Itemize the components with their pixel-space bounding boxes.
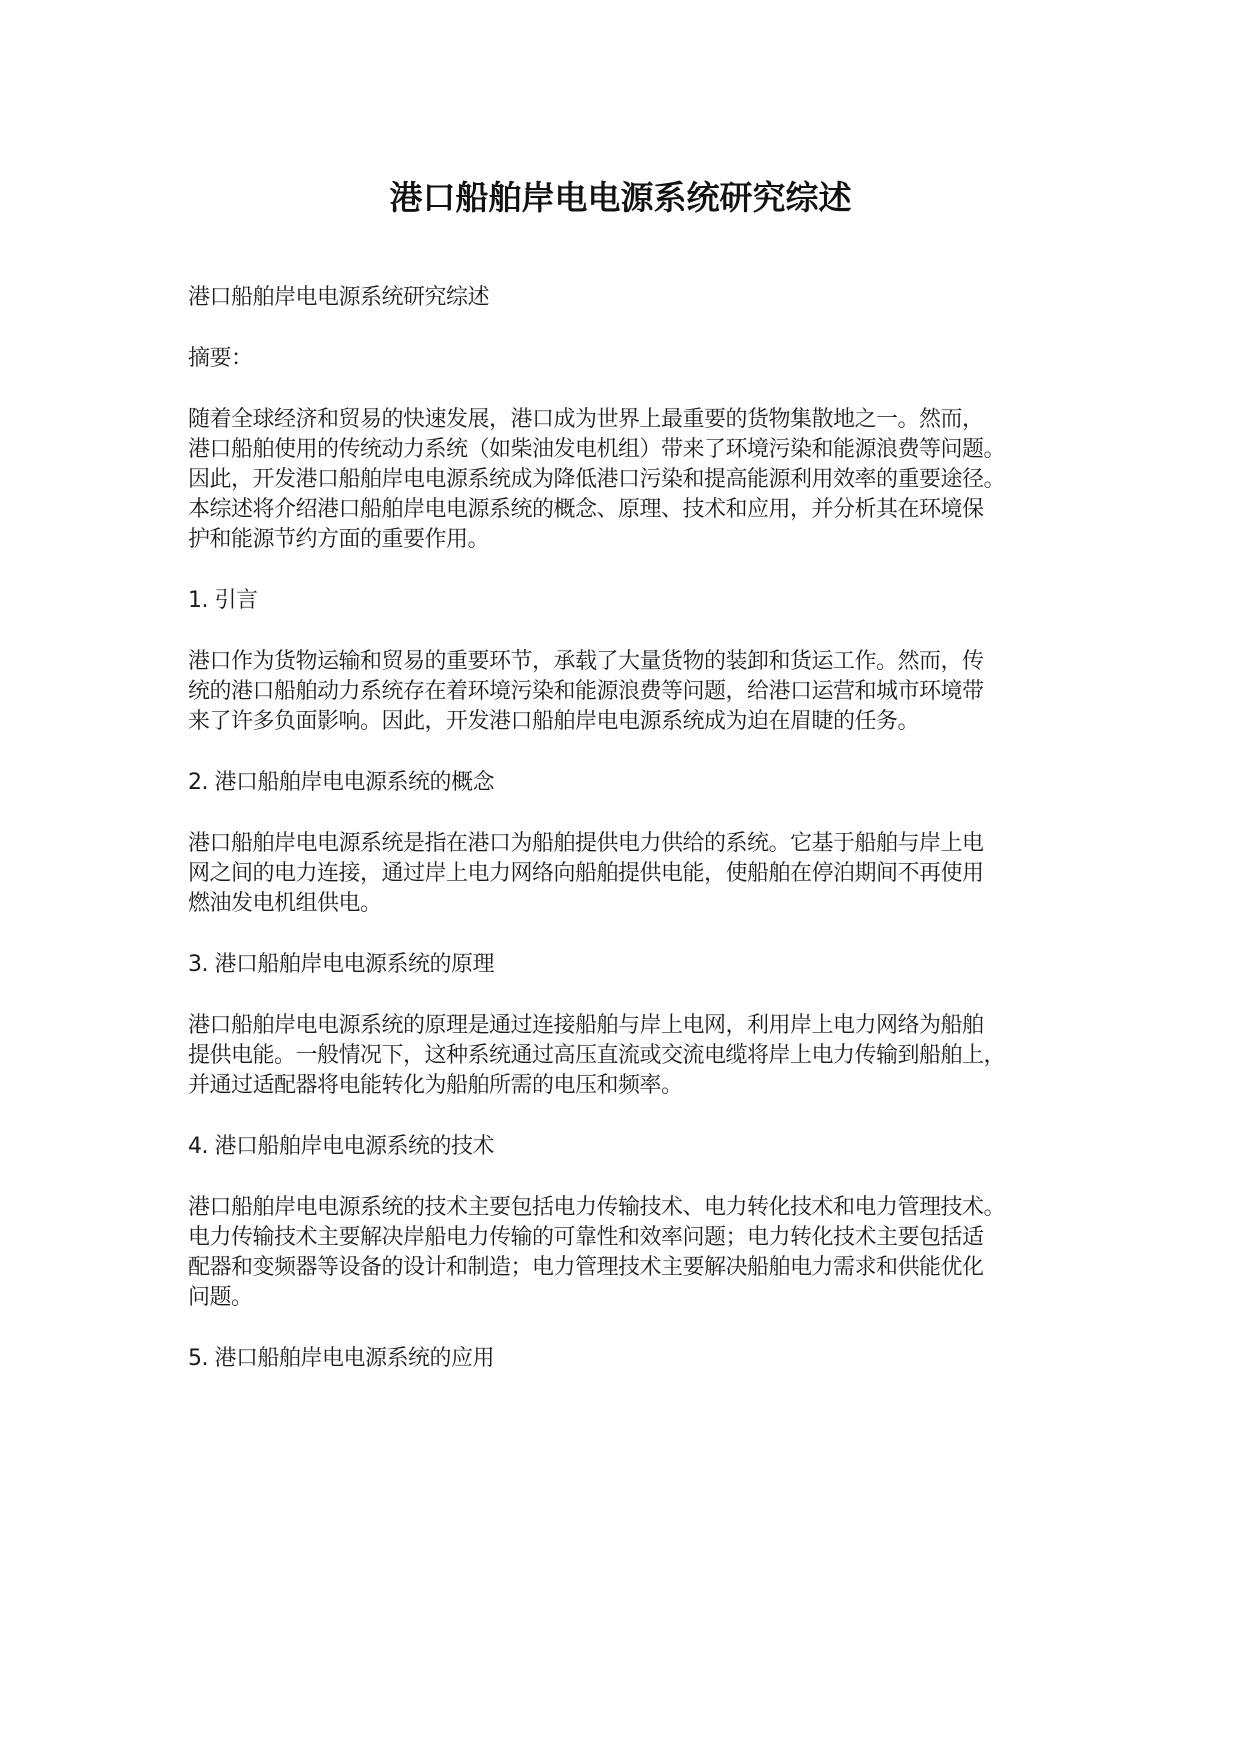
section-paragraph-principle xyxy=(188,1011,1078,1101)
paragraph-line: 统的港口船舶动力系统存在着环境污染和能源浪费等问题，给港口运营和城市环境带 xyxy=(188,679,984,704)
abstract-line: 因此，开发港口船舶岸电电源系统成为降低港口污染和提高能源利用效率的重要途径。 xyxy=(188,467,1006,492)
section-heading-introduction: 1. 引言 xyxy=(188,588,258,613)
abstract-label: 摘要： xyxy=(188,346,253,371)
document-title: 港口船舶岸电电源系统研究综述 xyxy=(389,178,852,217)
abstract-line: 随着全球经济和贸易的快速发展，港口成为世界上最重要的货物集散地之一。然而， xyxy=(188,407,984,432)
abstract-line: 本综述将介绍港口船舶岸电电源系统的概念、原理、技术和应用，并分析其在环境保 xyxy=(188,497,984,522)
section-heading-technology: 4. 港口船舶岸电电源系统的技术 xyxy=(188,1134,494,1159)
section-heading-principle: 3. 港口船舶岸电电源系统的原理 xyxy=(188,952,494,977)
paragraph-line: 并通过适配器将电能转化为船舶所需的电压和频率。 xyxy=(188,1073,683,1098)
paragraph-line: 港口作为货物运输和贸易的重要环节，承载了大量货物的装卸和货运工作。然而，传 xyxy=(188,649,984,674)
paragraph-line: 港口船舶岸电电源系统是指在港口为船舶提供电力供给的系统。它基于船舶与岸上电 xyxy=(188,831,984,856)
paragraph-line: 提供电能。一般情况下，这种系统通过高压直流或交流电缆将岸上电力传输到船舶上， xyxy=(188,1043,1006,1068)
section-paragraph-technology xyxy=(188,1193,1078,1313)
paragraph-line: 配器和变频器等设备的设计和制造；电力管理技术主要解决船舶电力需求和供能优化 xyxy=(188,1255,984,1280)
paragraph-line: 问题。 xyxy=(188,1285,253,1310)
section-heading-application: 5. 港口船舶岸电电源系统的应用 xyxy=(188,1346,494,1371)
section-heading-concept: 2. 港口船舶岸电电源系统的概念 xyxy=(188,770,494,795)
paragraph-line: 电力传输技术主要解决岸船电力传输的可靠性和效率问题；电力转化技术主要包括适 xyxy=(188,1225,984,1250)
paragraph-line: 燃油发电机组供电。 xyxy=(188,891,382,916)
abstract-line: 港口船舶使用的传统动力系统（如柴油发电机组）带来了环境污染和能源浪费等问题。 xyxy=(188,437,1006,462)
section-paragraph-introduction xyxy=(188,647,1078,737)
document-subtitle: 港口船舶岸电电源系统研究综述 xyxy=(188,285,490,310)
paragraph-line: 网之间的电力连接，通过岸上电力网络向船舶提供电能，使船舶在停泊期间不再使用 xyxy=(188,861,984,886)
paragraph-line: 港口船舶岸电电源系统的技术主要包括电力传输技术、电力转化技术和电力管理技术。 xyxy=(188,1195,1006,1220)
paragraph-line: 来了许多负面影响。因此，开发港口船舶岸电电源系统成为迫在眉睫的任务。 xyxy=(188,709,920,734)
abstract-paragraph xyxy=(188,405,1078,555)
abstract-line: 护和能源节约方面的重要作用。 xyxy=(188,527,490,552)
paragraph-line: 港口船舶岸电电源系统的原理是通过连接船舶与岸上电网，利用岸上电力网络为船舶 xyxy=(188,1013,984,1038)
section-paragraph-concept xyxy=(188,829,1078,919)
document-body xyxy=(188,283,1078,1374)
